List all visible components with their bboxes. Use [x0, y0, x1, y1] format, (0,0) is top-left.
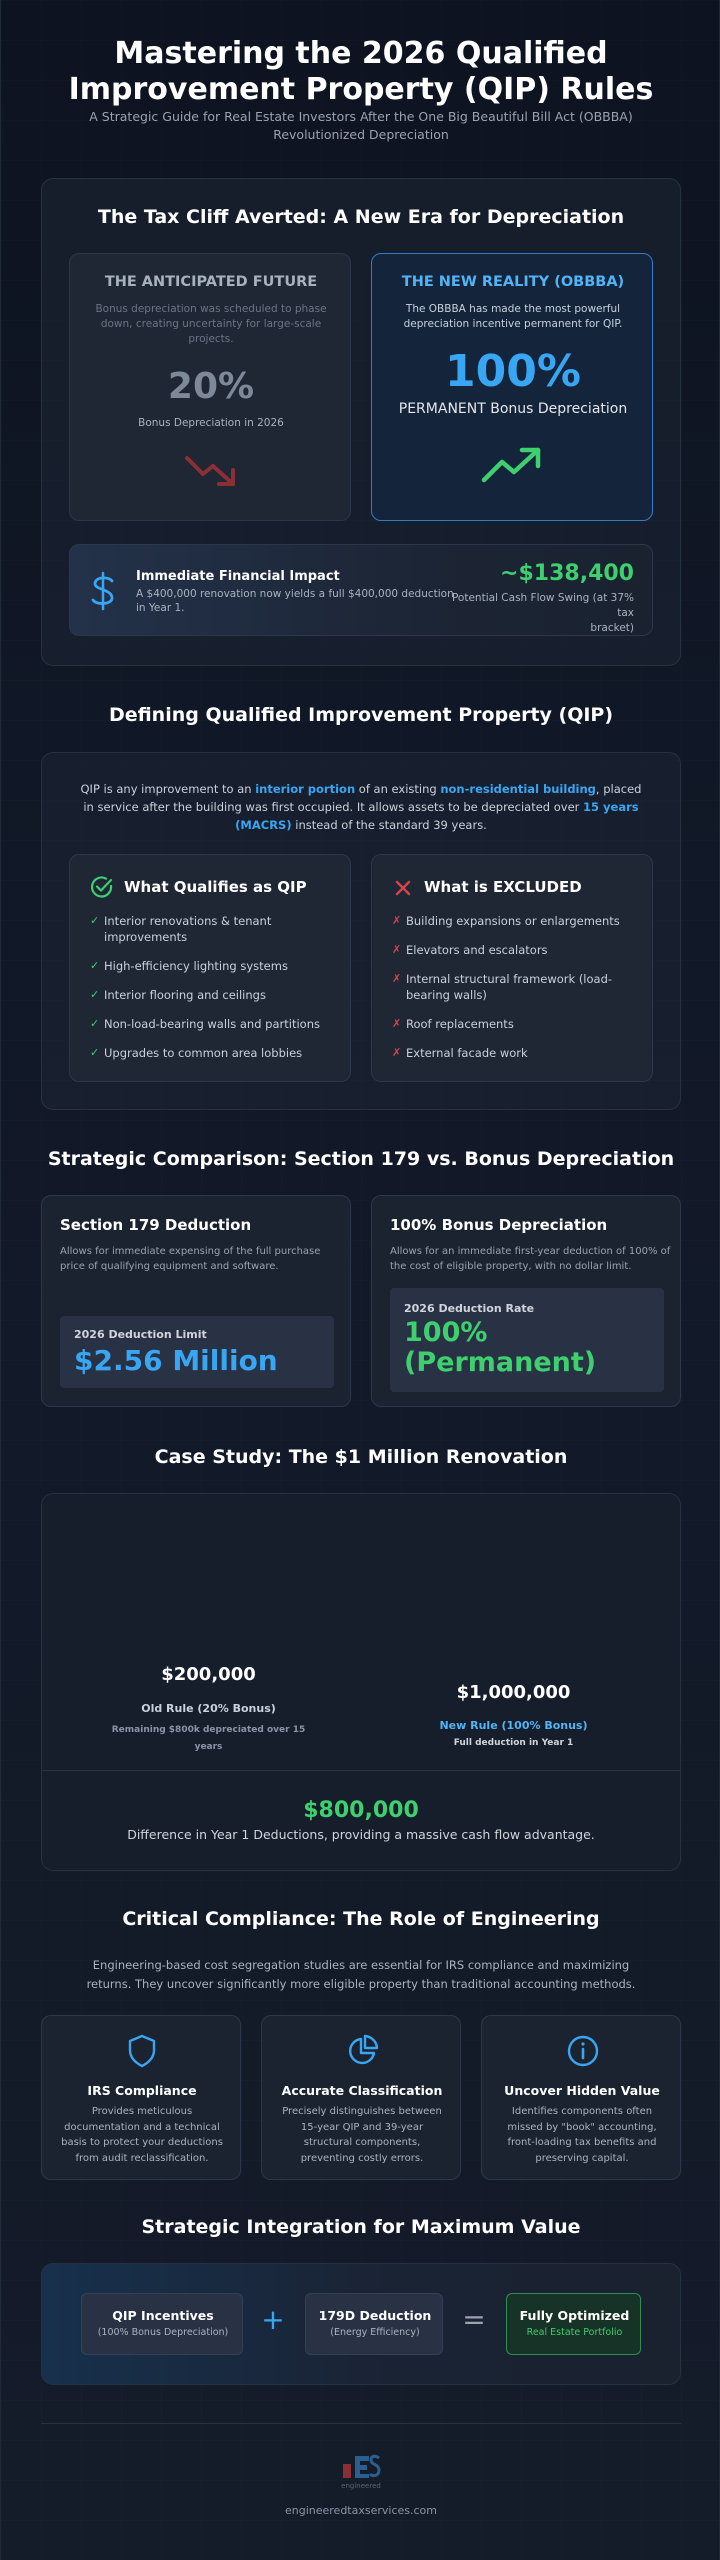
list-item-text: Elevators and escalators [406, 943, 548, 957]
list-item-text: Non-load-bearing walls and partitions [104, 1017, 320, 1031]
qualifies-list [90, 913, 340, 1074]
card-text-line: structural components, [303, 2137, 421, 2148]
qualifies-title: What Qualifies as QIP [124, 878, 307, 896]
x-mark-icon: ✗ [392, 943, 402, 956]
excluded-title: What is EXCLUDED [424, 878, 582, 896]
check-mark-icon: ✓ [90, 1046, 100, 1059]
list-item [392, 942, 642, 958]
anticipated-future-card [69, 253, 351, 521]
card-text-line: from audit reclassification. [75, 2152, 209, 2164]
old-rule-label: Old Rule (20% Bonus) [141, 1702, 276, 1715]
excluded-list [392, 913, 642, 1074]
reality-desc-line-1: The OBBBA has made the most powerful [405, 303, 621, 315]
comparison-heading: Strategic Comparison: Section 179 vs. Bonus Depreciation [47, 1148, 675, 1170]
list-item-text: Upgrades to common area lobbies [104, 1046, 303, 1060]
shield-icon [127, 2034, 157, 2068]
equals-sign: = [462, 2303, 486, 2336]
qip-incentives-title: QIP Incentives [112, 2308, 214, 2323]
179d-title: 179D Deduction [318, 2308, 432, 2323]
list-item [392, 1045, 642, 1061]
list-item [90, 987, 340, 1003]
compliance-intro-line-1: Engineering-based cost segregation studies are essential for IRS compliance and maximizing [92, 1958, 630, 1972]
reality-label: PERMANENT Bonus Depreciation [398, 401, 628, 417]
list-item-text: Interior flooring and ceilings [104, 988, 266, 1002]
footer-divider [41, 2423, 681, 2424]
difference-text: Difference in Year 1 Deductions, providing a massive cash flow advantage. [127, 1827, 595, 1842]
tax-cliff-heading: The Tax Cliff Averted: A New Era for Depreciation [97, 206, 625, 228]
card-text-line: preventing costly errors. [300, 2152, 424, 2164]
list-item-text: bearing walls) [406, 988, 487, 1002]
card-text-line: 15-year QIP and 39-year [300, 2121, 424, 2133]
plus-sign: + [261, 2303, 285, 2336]
bonus-box-value [404, 1318, 596, 1378]
new-reality-card [371, 253, 653, 521]
info-icon [566, 2034, 600, 2068]
list-item [392, 971, 642, 1003]
check-mark-icon: ✓ [90, 988, 100, 1001]
bonus-box-value-line-2: (Permanent) [404, 1347, 597, 1378]
title-line-1: Mastering the 2026 Qualified [114, 36, 608, 71]
old-rule-note-line-1: Remaining $800k depreciated over 15 [111, 1725, 306, 1735]
impact-note-line-2: bracket) [590, 622, 634, 634]
impact-description [136, 587, 456, 615]
impact-desc-line-1: A $400,000 renovation now yields a full $400,000 deduction [136, 588, 454, 600]
bonus-title: 100% Bonus Depreciation [390, 1216, 608, 1234]
list-item-text: High-efficiency lighting systems [104, 959, 288, 973]
old-rule-value: $200,000 [161, 1664, 256, 1685]
qip-def-highlight-macrs: (MACRS) [235, 818, 292, 832]
compliance-card-text [272, 2104, 452, 2166]
x-mark-icon: ✗ [392, 1046, 402, 1059]
compliance-card-title: Accurate Classification [281, 2083, 443, 2098]
list-item-text: Interior renovations & tenant [104, 914, 272, 928]
qip-def-text-1: QIP is any improvement to an [80, 782, 256, 796]
bonus-desc-line-1: Allows for an immediate first-year deduction of 100% of [390, 1246, 671, 1257]
card-text-line: missed by "book" accounting, [507, 2121, 657, 2133]
list-item [90, 958, 340, 974]
reality-description [392, 302, 634, 332]
179d-deduction-box [305, 2293, 443, 2355]
qip-def-text-3: , placed [595, 782, 642, 796]
compliance-card-title: IRS Compliance [87, 2083, 197, 2098]
x-icon [394, 879, 412, 897]
footer-url[interactable]: engineeredtaxservices.com [284, 2504, 437, 2517]
list-item-text: Building expansions or enlargements [406, 914, 620, 928]
qip-def-highlight-interior: interior portion [255, 782, 356, 796]
impact-note-line-1: Potential Cash Flow Swing (at 37% tax [451, 592, 634, 619]
s179-description [60, 1244, 340, 1274]
s179-box-label: 2026 Deduction Limit [74, 1328, 207, 1341]
qip-def-line-2 [71, 798, 651, 816]
compliance-card-classification [261, 2015, 461, 2180]
future-desc-line-3: projects. [188, 333, 234, 345]
bonus-rate-box [390, 1288, 664, 1392]
check-mark-icon: ✓ [90, 914, 100, 927]
old-rule-note [91, 1722, 326, 1756]
card-text-line: Identifies components often [511, 2106, 653, 2117]
compliance-heading: Critical Compliance: The Role of Engineering [122, 1908, 600, 1930]
card-text-line: documentation and a technical [64, 2121, 220, 2133]
card-text-line: front-loading tax benefits and [507, 2137, 657, 2148]
title-line-2: Improvement Property (QIP) Rules [68, 72, 654, 107]
impact-desc-line-2: in Year 1. [136, 602, 185, 614]
s179-desc-line-2: price of qualifying equipment and software. [60, 1261, 279, 1272]
fully-optimized-title: Fully Optimized [519, 2308, 630, 2323]
subtitle-line-2: Revolutionized Depreciation [273, 127, 449, 142]
page-subtitle [71, 108, 651, 144]
old-rule-note-line-2: years [194, 1742, 223, 1752]
qip-incentives-sub: (100% Bonus Depreciation) [97, 2327, 229, 2338]
future-desc-line-2: down, creating uncertainty for large-scale [100, 318, 322, 330]
subtitle-line-1: A Strategic Guide for Real Estate Investors After the One Big Beautiful Bill Act (OBBBA) [89, 109, 633, 124]
list-item-text: improvements [104, 930, 188, 944]
integration-heading: Strategic Integration for Maximum Value [141, 2216, 581, 2238]
compliance-card-hidden-value [481, 2015, 681, 2180]
future-label: Bonus Depreciation in 2026 [138, 417, 284, 429]
s179-limit-box [60, 1316, 334, 1388]
financial-impact-card [69, 544, 653, 636]
new-rule-label: New Rule (100% Bonus) [439, 1719, 588, 1732]
compliance-card-text [52, 2104, 232, 2166]
check-mark-icon: ✓ [90, 959, 100, 972]
future-desc-line-1: Bonus depreciation was scheduled to phase [95, 303, 327, 315]
s179-box-value: $2.56 Million [74, 1344, 278, 1377]
pie-chart-icon [346, 2034, 380, 2068]
qualifies-card [69, 854, 351, 1082]
reality-value: 100% [445, 346, 581, 397]
check-circle-icon [90, 875, 114, 899]
list-item [90, 913, 340, 945]
list-item-text: Internal structural framework (load- [406, 972, 613, 986]
new-rule-value: $1,000,000 [456, 1682, 571, 1703]
qip-def-text-5: instead of the standard 39 years. [291, 818, 487, 832]
qip-def-line-3 [71, 816, 651, 834]
bonus-desc-line-2: the cost of eligible property, with no dollar limit. [390, 1261, 632, 1272]
s179-desc-line-1: Allows for immediate expensing of the full purchase [60, 1246, 321, 1257]
qip-def-highlight-15years: 15 years [583, 800, 639, 814]
future-description [90, 302, 332, 347]
list-item-text: Roof replacements [406, 1017, 514, 1031]
fully-optimized-box [506, 2293, 641, 2355]
new-rule-note: Full deduction in Year 1 [453, 1738, 574, 1748]
qip-incentives-box [81, 2293, 243, 2355]
x-mark-icon: ✗ [392, 1017, 402, 1030]
qip-def-line-1 [71, 780, 651, 798]
compliance-card-title: Uncover Hidden Value [504, 2083, 660, 2098]
x-mark-icon: ✗ [392, 914, 402, 927]
reality-title: THE NEW REALITY (OBBBA) [401, 274, 625, 290]
compliance-intro [61, 1956, 661, 1994]
check-mark-icon: ✓ [90, 1017, 100, 1030]
bonus-box-label: 2026 Deduction Rate [404, 1302, 535, 1315]
future-value: 20% [167, 366, 255, 407]
impact-title: Immediate Financial Impact [136, 569, 340, 584]
card-text-line: Precisely distinguishes between [282, 2106, 442, 2117]
page-title [41, 36, 681, 108]
card-text-line: preserving capital. [535, 2152, 629, 2164]
list-item [392, 913, 642, 929]
list-item [392, 1016, 642, 1032]
reality-desc-line-2: depreciation incentive permanent for QIP. [403, 318, 623, 330]
list-item [90, 1016, 340, 1032]
qip-definition [71, 780, 651, 834]
bonus-description [390, 1244, 674, 1274]
dollar-icon [88, 571, 118, 611]
fully-optimized-sub: Real Estate Portfolio [526, 2327, 623, 2338]
trend-down-icon [183, 452, 243, 492]
section-179-card [41, 1195, 351, 1407]
trend-up-icon [480, 442, 546, 486]
qip-def-text-2: of an existing [355, 782, 441, 796]
logo-caption: engineered [341, 2482, 381, 2490]
difference-value: $800,000 [303, 1798, 419, 1823]
case-study-heading: Case Study: The $1 Million Renovation [154, 1446, 568, 1468]
x-mark-icon: ✗ [392, 972, 402, 985]
card-text-line: Provides meticulous [91, 2106, 193, 2117]
future-title: THE ANTICIPATED FUTURE [104, 274, 318, 290]
qip-def-highlight-nonres: non-residential building [440, 782, 596, 796]
list-item-text: External facade work [406, 1046, 528, 1060]
qip-def-text-4: in service after the building was first occupied. It allows assets to be depreciated over [83, 800, 584, 814]
impact-value: ~$138,400 [500, 561, 634, 586]
179d-sub: (Energy Efficiency) [330, 2327, 420, 2338]
list-item [90, 1045, 340, 1061]
qip-heading: Defining Qualified Improvement Property (QIP) [108, 704, 614, 726]
compliance-card-irs [41, 2015, 241, 2180]
bonus-box-value-line-1: 100% [404, 1317, 488, 1348]
s179-title: Section 179 Deduction [60, 1216, 252, 1234]
card-text-line: basis to protect your deductions [61, 2137, 223, 2148]
company-logo [341, 2452, 381, 2480]
case-study-divider [41, 1770, 681, 1771]
compliance-card-text [492, 2104, 672, 2166]
bonus-depreciation-card [371, 1195, 681, 1407]
compliance-intro-line-2: returns. They uncover significantly more eligible property than traditional accounting methods. [86, 1977, 636, 1991]
impact-note [434, 591, 634, 636]
excluded-card [371, 854, 653, 1082]
